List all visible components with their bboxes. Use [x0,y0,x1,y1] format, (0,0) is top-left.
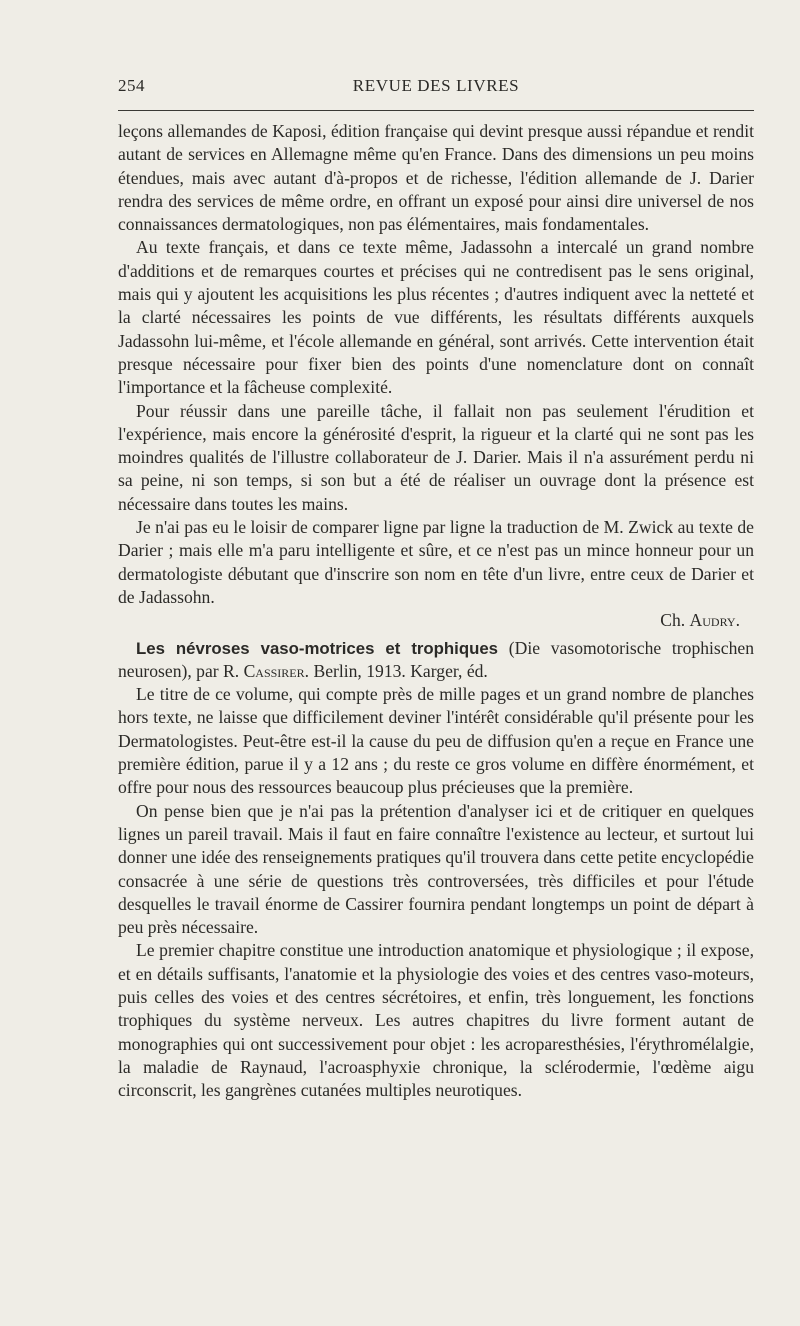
paragraph: Pour réussir dans une pareille tâche, il fallait non pas seulement l'érudition et l'expérience, mais encore la générosité d'esprit, la rigueur et la clarté qui ne sont pas les moindres qualités de l'illustre collaborateur de J. Darier. Mais il n'a assurément perdu ni sa peine, ni son temps, si son but a été de réaliser un ouvrage dont la présence est nécessaire dans toutes les mains. [118,400,754,514]
review-heading [118,637,754,684]
review-author: R. Cassirer [223,660,305,681]
reviewer-signature [118,609,754,632]
review-title: Les névroses vaso-motrices et trophiques [136,638,499,658]
paragraph: Le premier chapitre constitue une introduction anatomique et physiologique ; il expose, et en détails suffisants, l'anatomie et la physiologie des voies et des centres vaso-moteurs, puis celles des voies et des centres sécrétoires, et enfin, très longuement, les fonctions trophiques du système nerveux. Les autres chapitres du livre forment autant de monographies qui ont successivement pour objet : les acroparesthésies, l'érythromélalgie, la maladie de Raynaud, l'acroasphyxie chronique, la sclérodermie, l'œdème aigu circonscrit, les gangrènes cutanées multiples neurotiques. [118,940,754,1101]
page-number: 254 [118,76,145,95]
running-head [118,76,754,98]
paragraph: Au texte français, et dans ce texte même, Jadassohn a intercalé un grand nombre d'additions et de remarques courtes et précises qui ne contredisent pas le sens original, mais qui y ajoutent les acquisitions les plus récentes ; d'autres indiquent avec la netteté et la clarté nécessaires les points de vue différents, les résultats différents auxquels Jadassohn lui-même, et l'école allemande en général, sont arrivés. Cette intervention était presque nécessaire pour fixer bien des points d'une nomenclature dont on connaît l'importance et la fâcheuse complexité. [118,237,754,398]
header-rule [118,110,754,111]
signature-name: Audry. [689,610,740,631]
paragraph: On pense bien que je n'ai pas la prétention d'analyser ici et de critiquer en quelques lignes un pareil travail. Mais il faut en faire connaître l'existence au lecteur, et surtout lui donner une idée des renseignements pratiques qu'il trouvera dans cette petite encyclopédie consacrée à une série de questions très controversées, très difficiles et pour l'étude desquelles le travail énorme de Cassirer fournira pendant longtemps un point de départ à peu près nécessaire. [118,800,754,938]
paragraph: Le titre de ce volume, qui compte près de mille pages et un grand nombre de planches hors texte, ne laisse que difficilement deviner l'intérêt considérable qu'il présente pour les Dermatologistes. Peut-être est-il la cause du peu de diffusion qu'en a reçue en France une première édition, parue il y a 12 ans ; du reste ce gros volume en diffère énormément, et offre pour nous des ressources beaucoup plus précieuses que la première. [118,684,754,798]
body-text [118,120,754,1102]
signature-prefix: Ch. [660,610,690,631]
review-subtitle: (Die vasomotorische trophischen neurosen), par [118,637,754,681]
running-title: REVUE DES LIVRES [352,76,520,95]
paragraph: Je n'ai pas eu le loisir de comparer ligne par ligne la traduction de M. Zwick au texte de Darier ; mais elle m'a paru intelligente et sûre, et ce n'est pas un mince honneur pour un dermatologiste débutant que d'inscrire son nom en tête d'un livre, entre ceux de Darier et de Jadassohn. [118,517,754,607]
paragraph: leçons allemandes de Kaposi, édition française qui devint presque aussi répandue et rendit autant de services en Allemagne même qu'en France. Dans des dimensions un peu moins étendues, mais avec autant d'à-propos et de richesse, l'édition allemande de J. Darier rendra des services de même ordre, en offrant un exposé pour ainsi dire universel de nos connaissances dermatologiques, non pas élémentaires, mais fondamentales. [118,121,754,235]
review-publication: . Berlin, 1913. Karger, éd. [304,660,488,681]
